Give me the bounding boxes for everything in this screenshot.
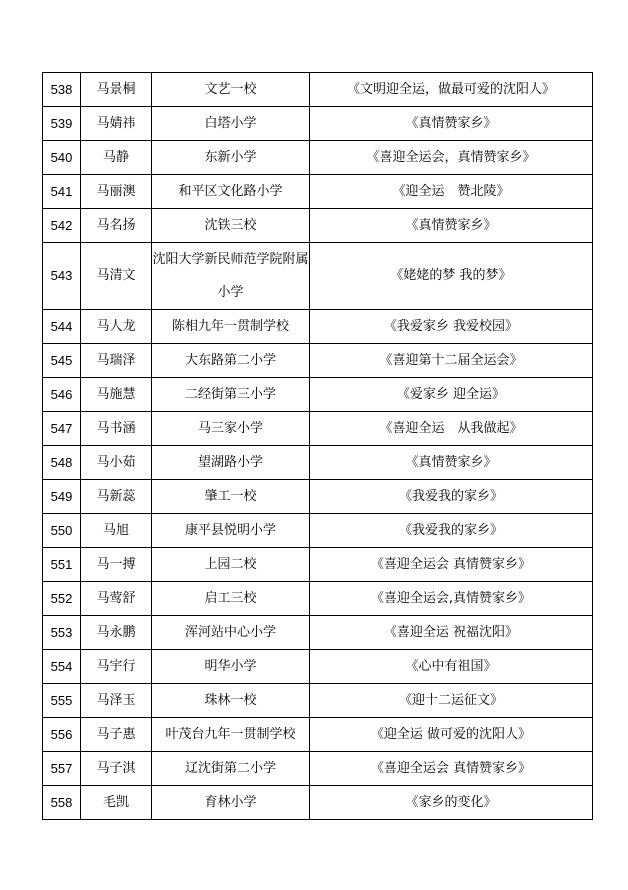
essay-title: 《家乡的变化》 [310,786,593,820]
entries-table-body [43,73,593,820]
student-name: 马永鹏 [81,616,152,650]
school-name: 康平县悦明小学 [152,514,310,548]
essay-title: 《迎全运 做可爱的沈阳人》 [310,718,593,752]
student-name: 马瑞泽 [81,344,152,378]
student-name: 马丽澳 [81,175,152,209]
table-row [43,786,593,820]
student-name: 马婧祎 [81,107,152,141]
school-name: 叶茂台九年一贯制学校 [152,718,310,752]
student-name: 马景桐 [81,73,152,107]
student-name: 马新蕊 [81,480,152,514]
entry-number: 551 [43,548,81,582]
school-name: 辽沈街第二小学 [152,752,310,786]
table-row [43,73,593,107]
essay-title: 《喜迎全运 从我做起》 [310,412,593,446]
table-row [43,446,593,480]
essay-title: 《文明迎全运，做最可爱的沈阳人》 [310,73,593,107]
table-row [43,243,593,310]
student-name: 马旭 [81,514,152,548]
entry-number: 547 [43,412,81,446]
student-name: 马莺舒 [81,582,152,616]
school-name: 肇工一校 [152,480,310,514]
student-name: 马泽玉 [81,684,152,718]
student-name: 马人龙 [81,310,152,344]
essay-title: 《心中有祖国》 [310,650,593,684]
essay-title: 《我爱我的家乡》 [310,514,593,548]
table-row [43,107,593,141]
entry-number: 553 [43,616,81,650]
entry-number: 554 [43,650,81,684]
student-name: 马子淇 [81,752,152,786]
school-name: 上园二校 [152,548,310,582]
table-row [43,141,593,175]
essay-title: 《喜迎全运会 真情赞家乡》 [310,548,593,582]
entry-number: 544 [43,310,81,344]
table-row [43,514,593,548]
table-row [43,378,593,412]
student-name: 马静 [81,141,152,175]
essay-title: 《姥姥的梦 我的梦》 [310,243,593,310]
table-row [43,209,593,243]
entry-number: 552 [43,582,81,616]
school-name: 沈阳大学新民师范学院附属小学 [152,243,310,310]
student-name: 马一搏 [81,548,152,582]
essay-title: 《喜迎全运会，真情赞家乡》 [310,141,593,175]
table-row [43,412,593,446]
table-row [43,616,593,650]
essay-title: 《我爱家乡 我爱校园》 [310,310,593,344]
entry-number: 555 [43,684,81,718]
entry-number: 542 [43,209,81,243]
student-name: 马小茹 [81,446,152,480]
student-name: 马施慧 [81,378,152,412]
entry-number: 543 [43,243,81,310]
table-row [43,684,593,718]
table-row [43,582,593,616]
table-row [43,650,593,684]
essay-title: 《喜迎全运会,真情赞家乡》 [310,582,593,616]
table-row [43,175,593,209]
entry-number: 558 [43,786,81,820]
essay-title: 《真情赞家乡》 [310,107,593,141]
student-name: 马宇行 [81,650,152,684]
entry-number: 557 [43,752,81,786]
school-name: 白塔小学 [152,107,310,141]
essay-title: 《喜迎全运会 真情赞家乡》 [310,752,593,786]
entry-number: 545 [43,344,81,378]
student-name: 马子惠 [81,718,152,752]
essay-title: 《真情赞家乡》 [310,446,593,480]
essay-title: 《迎十二运征文》 [310,684,593,718]
entries-table [42,72,593,820]
entry-number: 556 [43,718,81,752]
school-name: 马三家小学 [152,412,310,446]
table-row [43,344,593,378]
school-name: 陈相九年一贯制学校 [152,310,310,344]
school-name: 文艺一校 [152,73,310,107]
student-name: 毛凯 [81,786,152,820]
essay-title: 《喜迎第十二届全运会》 [310,344,593,378]
essay-title: 《喜迎全运 祝福沈阳》 [310,616,593,650]
entry-number: 539 [43,107,81,141]
table-row [43,480,593,514]
school-name: 育林小学 [152,786,310,820]
essay-title: 《我爱我的家乡》 [310,480,593,514]
essay-title: 《真情赞家乡》 [310,209,593,243]
entry-number: 548 [43,446,81,480]
essay-title: 《爱家乡 迎全运》 [310,378,593,412]
entry-number: 550 [43,514,81,548]
school-name: 二经街第三小学 [152,378,310,412]
entry-number: 549 [43,480,81,514]
student-name: 马清文 [81,243,152,310]
entry-number: 546 [43,378,81,412]
entry-number: 538 [43,73,81,107]
school-name: 珠林一校 [152,684,310,718]
essay-title: 《迎全运 赞北陵》 [310,175,593,209]
entry-number: 540 [43,141,81,175]
entry-number: 541 [43,175,81,209]
table-row [43,752,593,786]
table-row [43,310,593,344]
school-name: 浑河站中心小学 [152,616,310,650]
school-name: 和平区文化路小学 [152,175,310,209]
student-name: 马书涵 [81,412,152,446]
school-name: 望湖路小学 [152,446,310,480]
school-name: 东新小学 [152,141,310,175]
table-row [43,718,593,752]
student-name: 马名扬 [81,209,152,243]
school-name: 启工三校 [152,582,310,616]
school-name: 沈铁三校 [152,209,310,243]
school-name: 明华小学 [152,650,310,684]
table-row [43,548,593,582]
school-name: 大东路第二小学 [152,344,310,378]
